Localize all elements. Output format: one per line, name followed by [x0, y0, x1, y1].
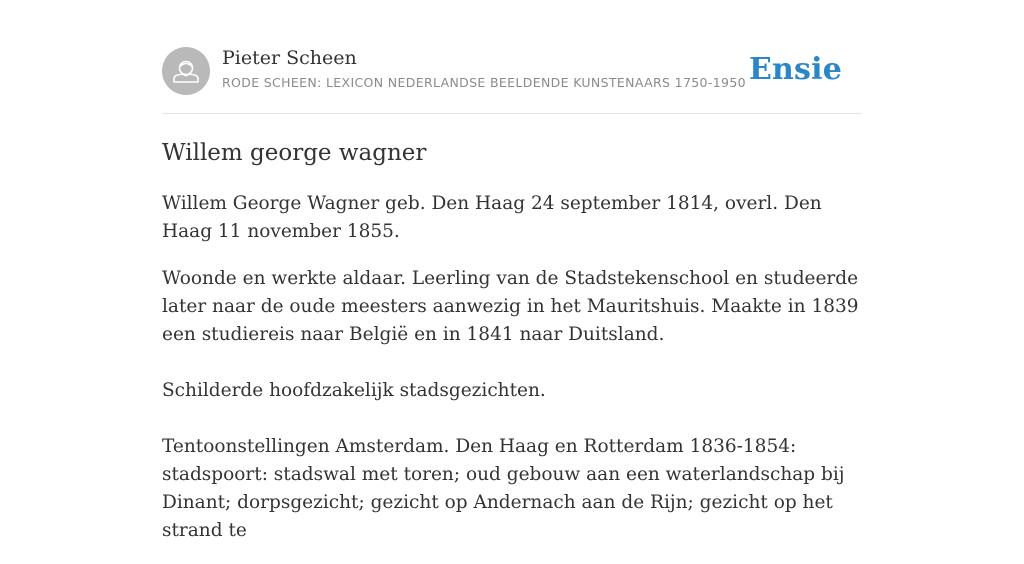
source-title[interactable]: RODE SCHEEN: LEXICON NEDERLANDSE BEELDENDE KUNSTENAARS 1750-1950 [222, 75, 746, 90]
article-paragraph: Willem George Wagner geb. Den Haag 24 september 1814, overl. Den Haag 11 november 1855. [162, 193, 822, 242]
user-icon [162, 47, 210, 95]
author-name[interactable]: Pieter Scheen [222, 47, 357, 69]
page [162, 0, 862, 541]
article-title: Willem george wagner [162, 140, 427, 166]
header-divider [162, 113, 862, 114]
author-avatar[interactable] [162, 47, 210, 95]
ensie-logo-link[interactable]: Ensie [748, 52, 842, 87]
article-body [162, 190, 862, 564]
article-header [162, 47, 862, 113]
article-paragraph: Woonde en werkte aldaar. Leerling van de Stadstekenschool en studeerde later naar de oude meesters aanwezig in het Mauritshuis. Maakte in 1839 een studiereis naar België en in 1841 naar Duitsland. Schilderde hoofdzakelijk stadsgezichten. Tentoonstellingen Amsterdam. Den Haag en Rotterdam 1836-1854: stadspoort: stadswal met toren; oud gebouw aan een waterlandschap bij Dinant; dorpsgezicht; gezicht op Andernach aan de Rijn; gezicht op het strand te [162, 268, 859, 541]
